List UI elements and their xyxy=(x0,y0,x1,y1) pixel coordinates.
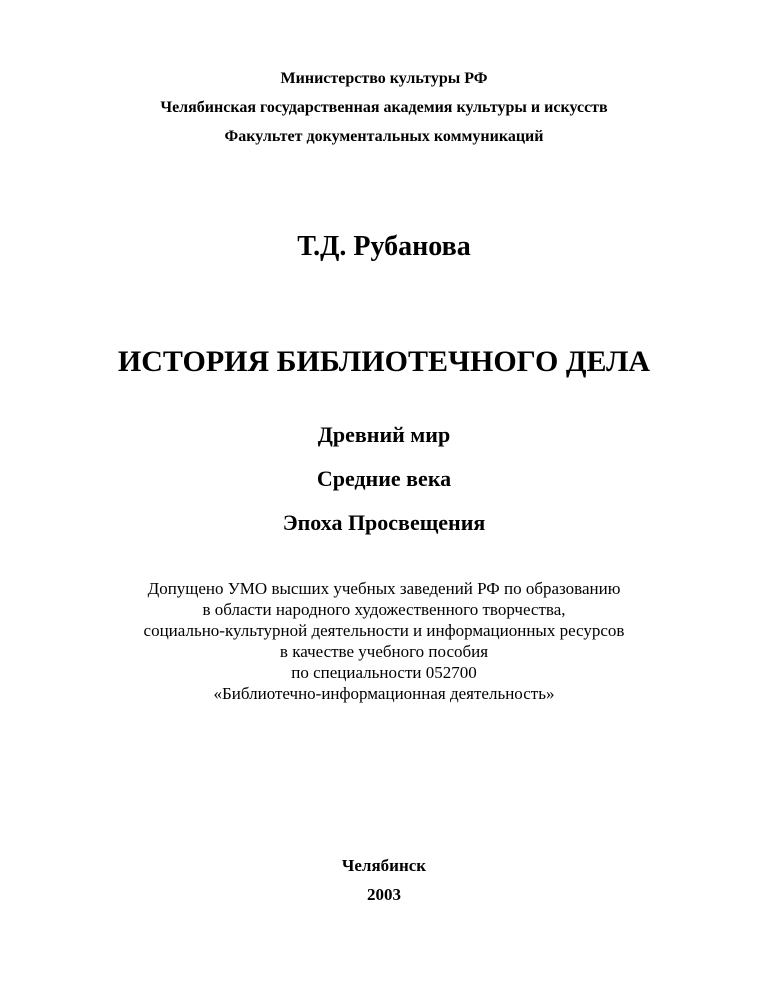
imprint-year: 2003 xyxy=(367,885,401,904)
approval-line-3: социально-культурной деятельности и информационных ресурсов xyxy=(143,621,625,640)
author-name: Т.Д. Рубанова xyxy=(297,231,471,262)
approval-line-2: в области народного художественного творчества, xyxy=(202,600,566,619)
ministry-name: Министерство культуры РФ xyxy=(280,70,488,87)
academy-name: Челябинская государственная академия культуры и искусств xyxy=(160,99,608,116)
approval-line-6: «Библиотечно-информационная деятельность» xyxy=(213,684,555,703)
faculty-name: Факультет документальных коммуникаций xyxy=(224,128,544,145)
subtitle-ancient-world: Древний мир xyxy=(317,422,451,447)
imprint-city: Челябинск xyxy=(341,856,427,875)
approval-line-1: Допущено УМО высших учебных заведений РФ по образованию xyxy=(147,579,621,598)
subtitle-enlightenment: Эпоха Просвещения xyxy=(282,510,486,535)
subtitle-middle-ages: Средние века xyxy=(316,466,452,491)
approval-line-4: в качестве учебного пособия xyxy=(279,642,489,661)
book-title: ИСТОРИЯ БИБЛИОТЕЧНОГО ДЕЛА xyxy=(117,345,651,378)
approval-line-5: по специальности 052700 xyxy=(291,663,477,682)
